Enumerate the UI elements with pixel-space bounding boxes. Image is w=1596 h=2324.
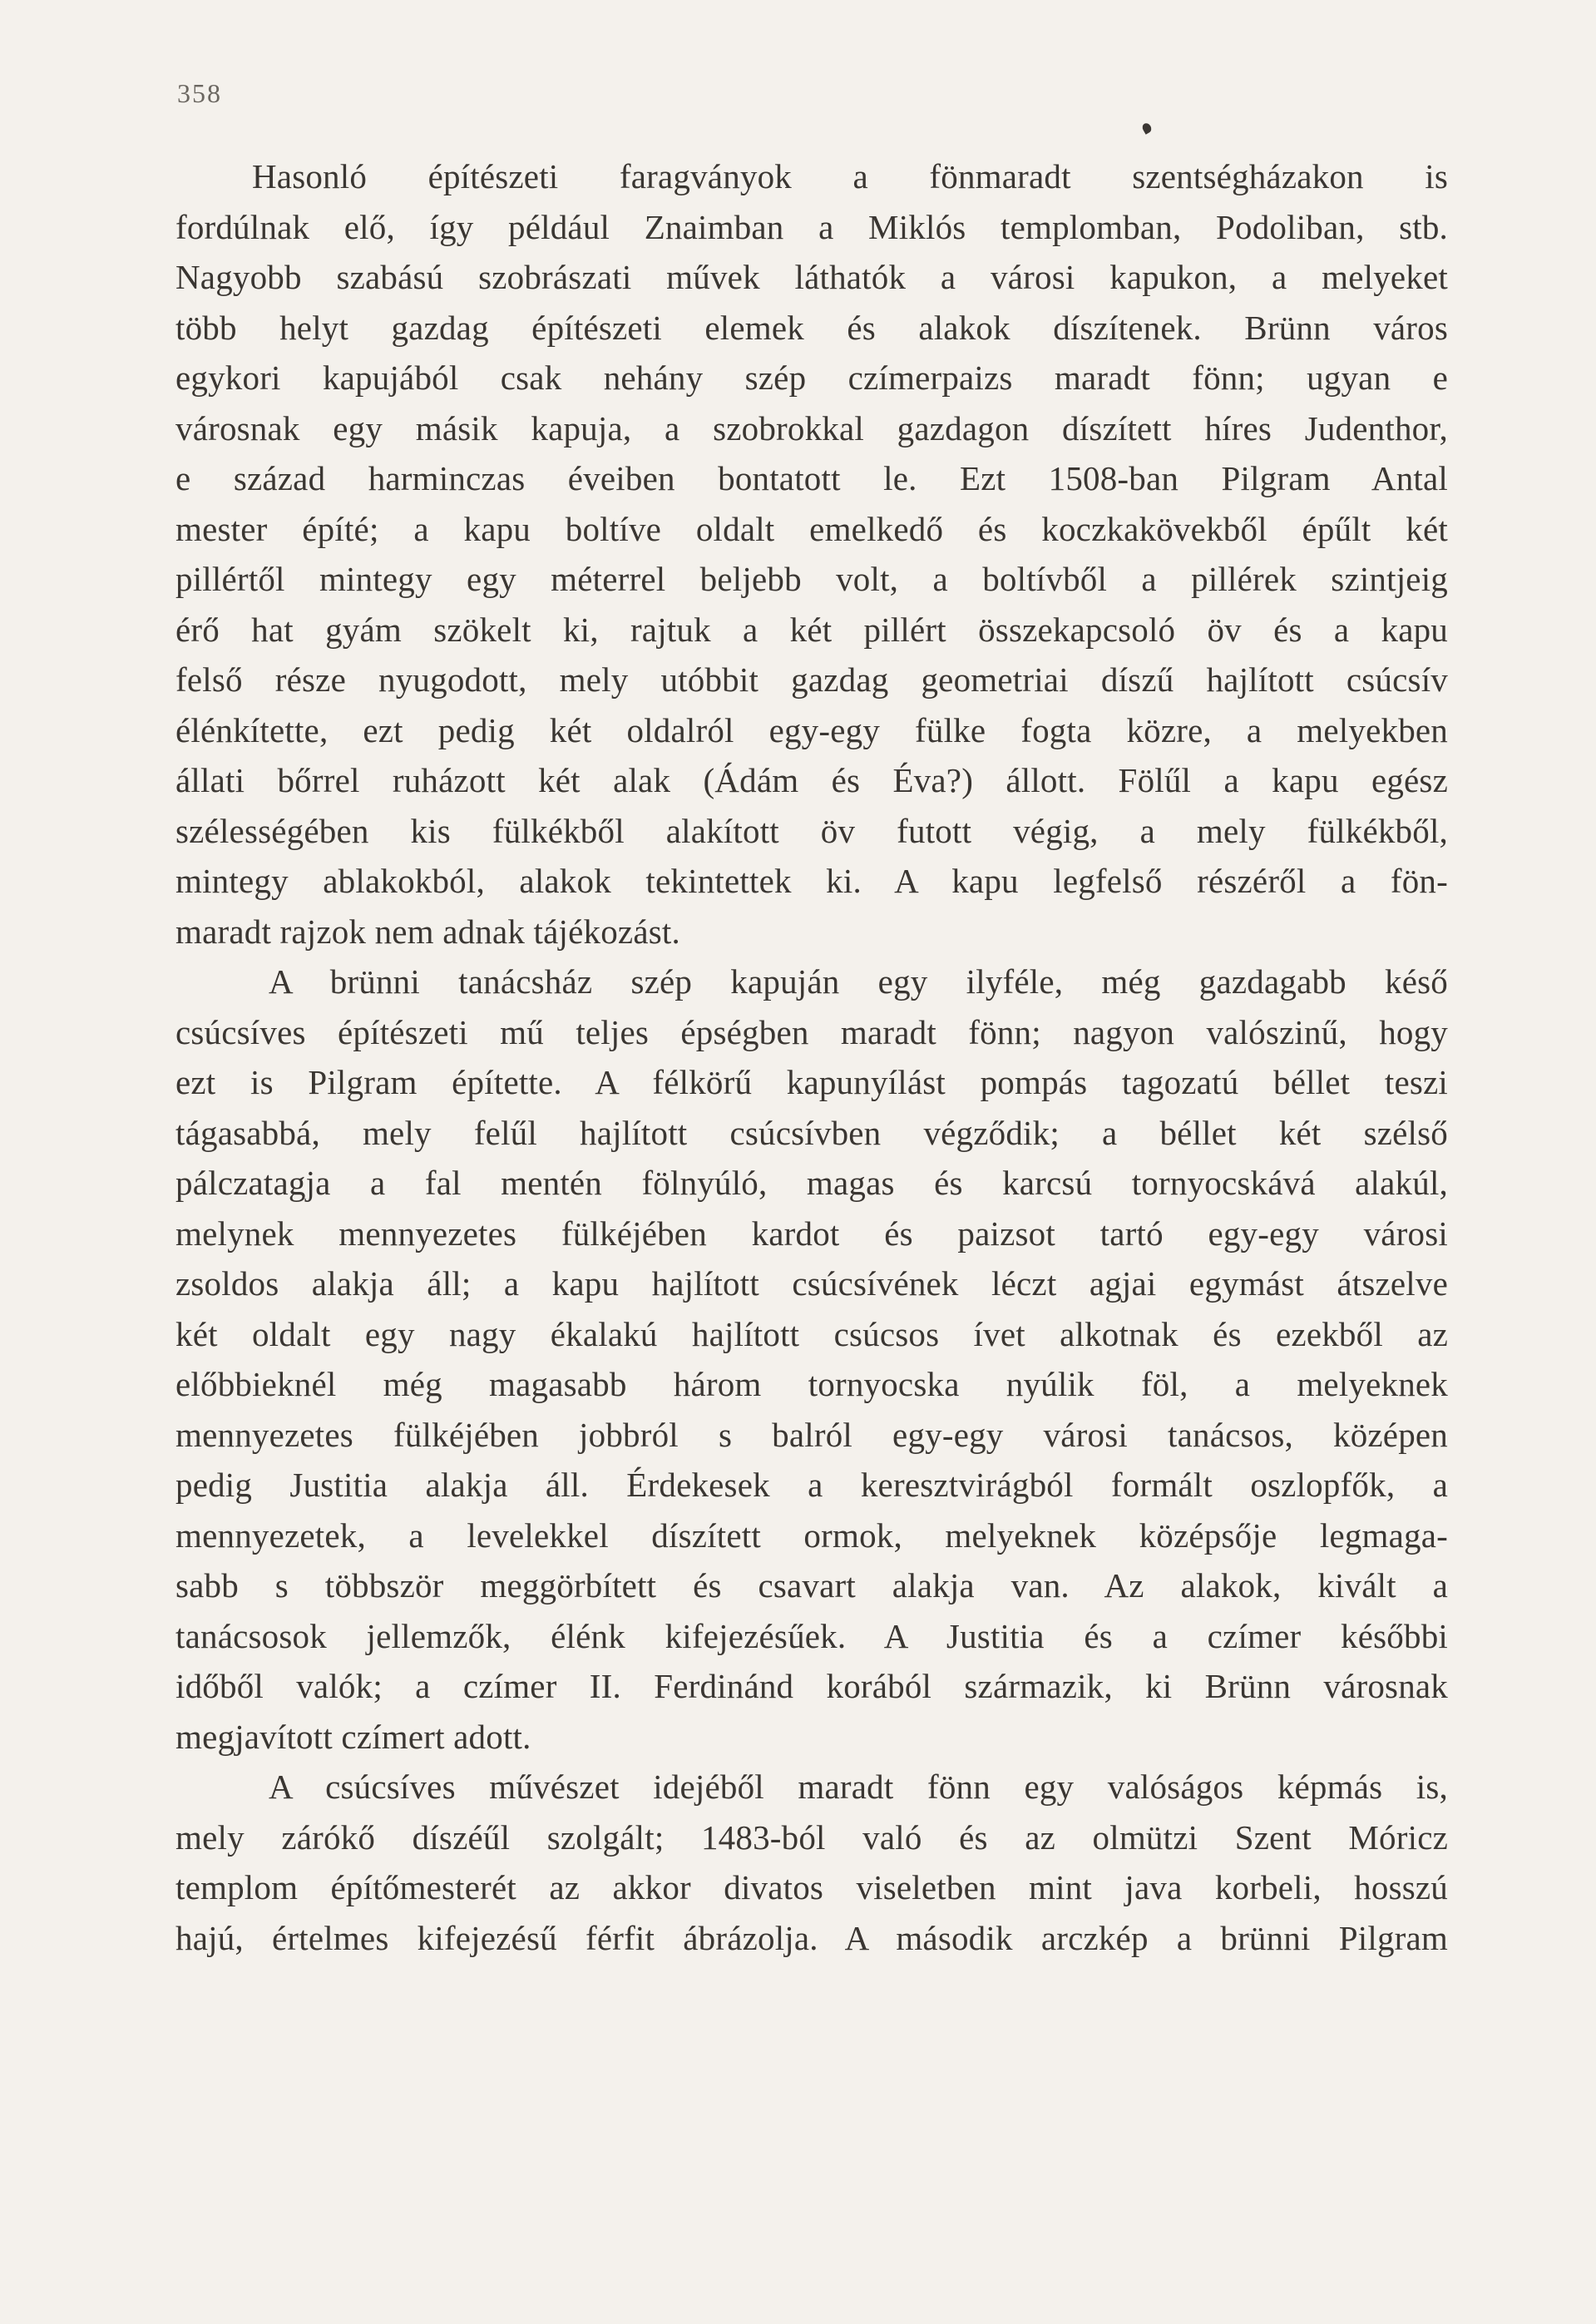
text-line: A brünni tanácsház szép kapuján egy ilyféle, még gazdagabb késő: [269, 962, 1448, 1001]
text-line: mennyezetek, a levelekkel díszített ormok, melyeknek középsője legmaga-: [175, 1516, 1448, 1555]
text-line: A csúcsíves művészet idejéből maradt fönn egy valóságos képmás is,: [269, 1768, 1448, 1806]
text-line: városnak egy másik kapuja, a szobrokkal gazdagon díszített híres Judenthor,: [175, 408, 1448, 447]
text-line: sabb s többször meggörbített és csavart alakja van. Az alakok, kivált a: [175, 1566, 1448, 1605]
text-line: e század harminczas éveiben bontatott le. Ezt 1508-ban Pilgram Antal: [175, 459, 1448, 497]
text-line: pálczatagja a fal mentén fölnyúló, magas és karcsú tornyocskává alakúl,: [175, 1164, 1448, 1202]
text-line: templom építőmesterét az akkor divatos viseletben mint java korbeli, hosszú: [175, 1868, 1448, 1906]
text-line: pillértől mintegy egy méterrel beljebb volt, a boltívből a pillérek szintjeig: [175, 560, 1448, 598]
text-line: érő hat gyám szökelt ki, rajtuk a két pillért összekapcsoló öv és a kapu: [175, 610, 1448, 649]
body-text: [175, 151, 1448, 1963]
text-line: ezt is Pilgram építette. A félkörű kapunyílást pompás tagozatú béllet teszi: [175, 1063, 1448, 1101]
text-line: hajú, értelmes kifejezésű férfit ábrázolja. A második arczkép a brünni Pilgram: [175, 1918, 1448, 1957]
text-line: mely zárókő díszéűl szolgált; 1483-ból való és az olmützi Szent Móricz: [175, 1817, 1448, 1857]
text-line: fordúlnak elő, így például Znaimban a Miklós templomban, Podoliban, stb.: [175, 207, 1448, 246]
text-line: időből valók; a czímer II. Ferdinánd korából származik, ki Brünn városnak: [175, 1667, 1448, 1705]
text-line: felső része nyugodott, mely utóbbit gazdag geometriai díszű hajlított csúcsív: [175, 660, 1448, 699]
text-line: csúcsíves építészeti mű teljes épségben maradt fönn; nagyon valószinű, hogy: [175, 1012, 1448, 1051]
text-line: zsoldos alakja áll; a kapu hajlított csúcsívének léczt agjai egymást átszelve: [175, 1264, 1448, 1303]
text-line: maradt rajzok nem adnak tájékozást.: [175, 912, 680, 951]
text-line: állati bőrrel ruházott két alak (Ádám és Éva?) állott. Fölűl a kapu egész: [175, 761, 1448, 799]
page-number: 358: [177, 78, 222, 108]
ink-mark: [1141, 121, 1154, 134]
text-line: Nagyobb szabású szobrászati művek láthatók a városi kapukon, a melyeket: [175, 258, 1448, 296]
text-line: több helyt gazdag építészeti elemek és alakok díszítenek. Brünn város: [175, 308, 1448, 347]
text-line: mennyezetes fülkéjében jobbról s balról egy-egy városi tanácsos, középen: [175, 1415, 1448, 1454]
text-line: egykori kapujából csak nehány szép czímerpaizs maradt fönn; ugyan e: [175, 358, 1448, 397]
text-line: tanácsosok jellemzők, élénk kifejezésűek. A Justitia és a czímer későbbi: [175, 1616, 1448, 1655]
text-line: megjavított czímert adott.: [175, 1717, 531, 1756]
text-line: mintegy ablakokból, alakok tekintettek ki. A kapu legfelső részéről a fön-: [175, 862, 1448, 900]
text-line: előbbieknél még magasabb három tornyocska nyúlik föl, a melyeknek: [175, 1365, 1448, 1403]
text-line: pedig Justitia alakja áll. Érdekesek a keresztvirágból formált oszlopfők, a: [175, 1466, 1448, 1504]
text-line: tágasabbá, mely felűl hajlított csúcsívben végződik; a béllet két szélső: [175, 1113, 1448, 1152]
text-line: mester építé; a kapu boltíve oldalt emelkedő és koczkakövekből épűlt két: [175, 509, 1448, 548]
text-line: élénkítette, ezt pedig két oldalról egy-egy fülke fogta közre, a melyekben: [175, 710, 1448, 749]
text-line: szélességében kis fülkékből alakított öv futott végig, a mely fülkékből,: [175, 811, 1448, 850]
text-line: Hasonló építészeti faragványok a fönmaradt szentségházakon is: [252, 157, 1448, 195]
text-line: melynek mennyezetes fülkéjében kardot és paizsot tartó egy-egy városi: [175, 1214, 1448, 1253]
text-line: két oldalt egy nagy ékalakú hajlított csúcsos ívet alkotnak és ezekből az: [175, 1314, 1448, 1353]
